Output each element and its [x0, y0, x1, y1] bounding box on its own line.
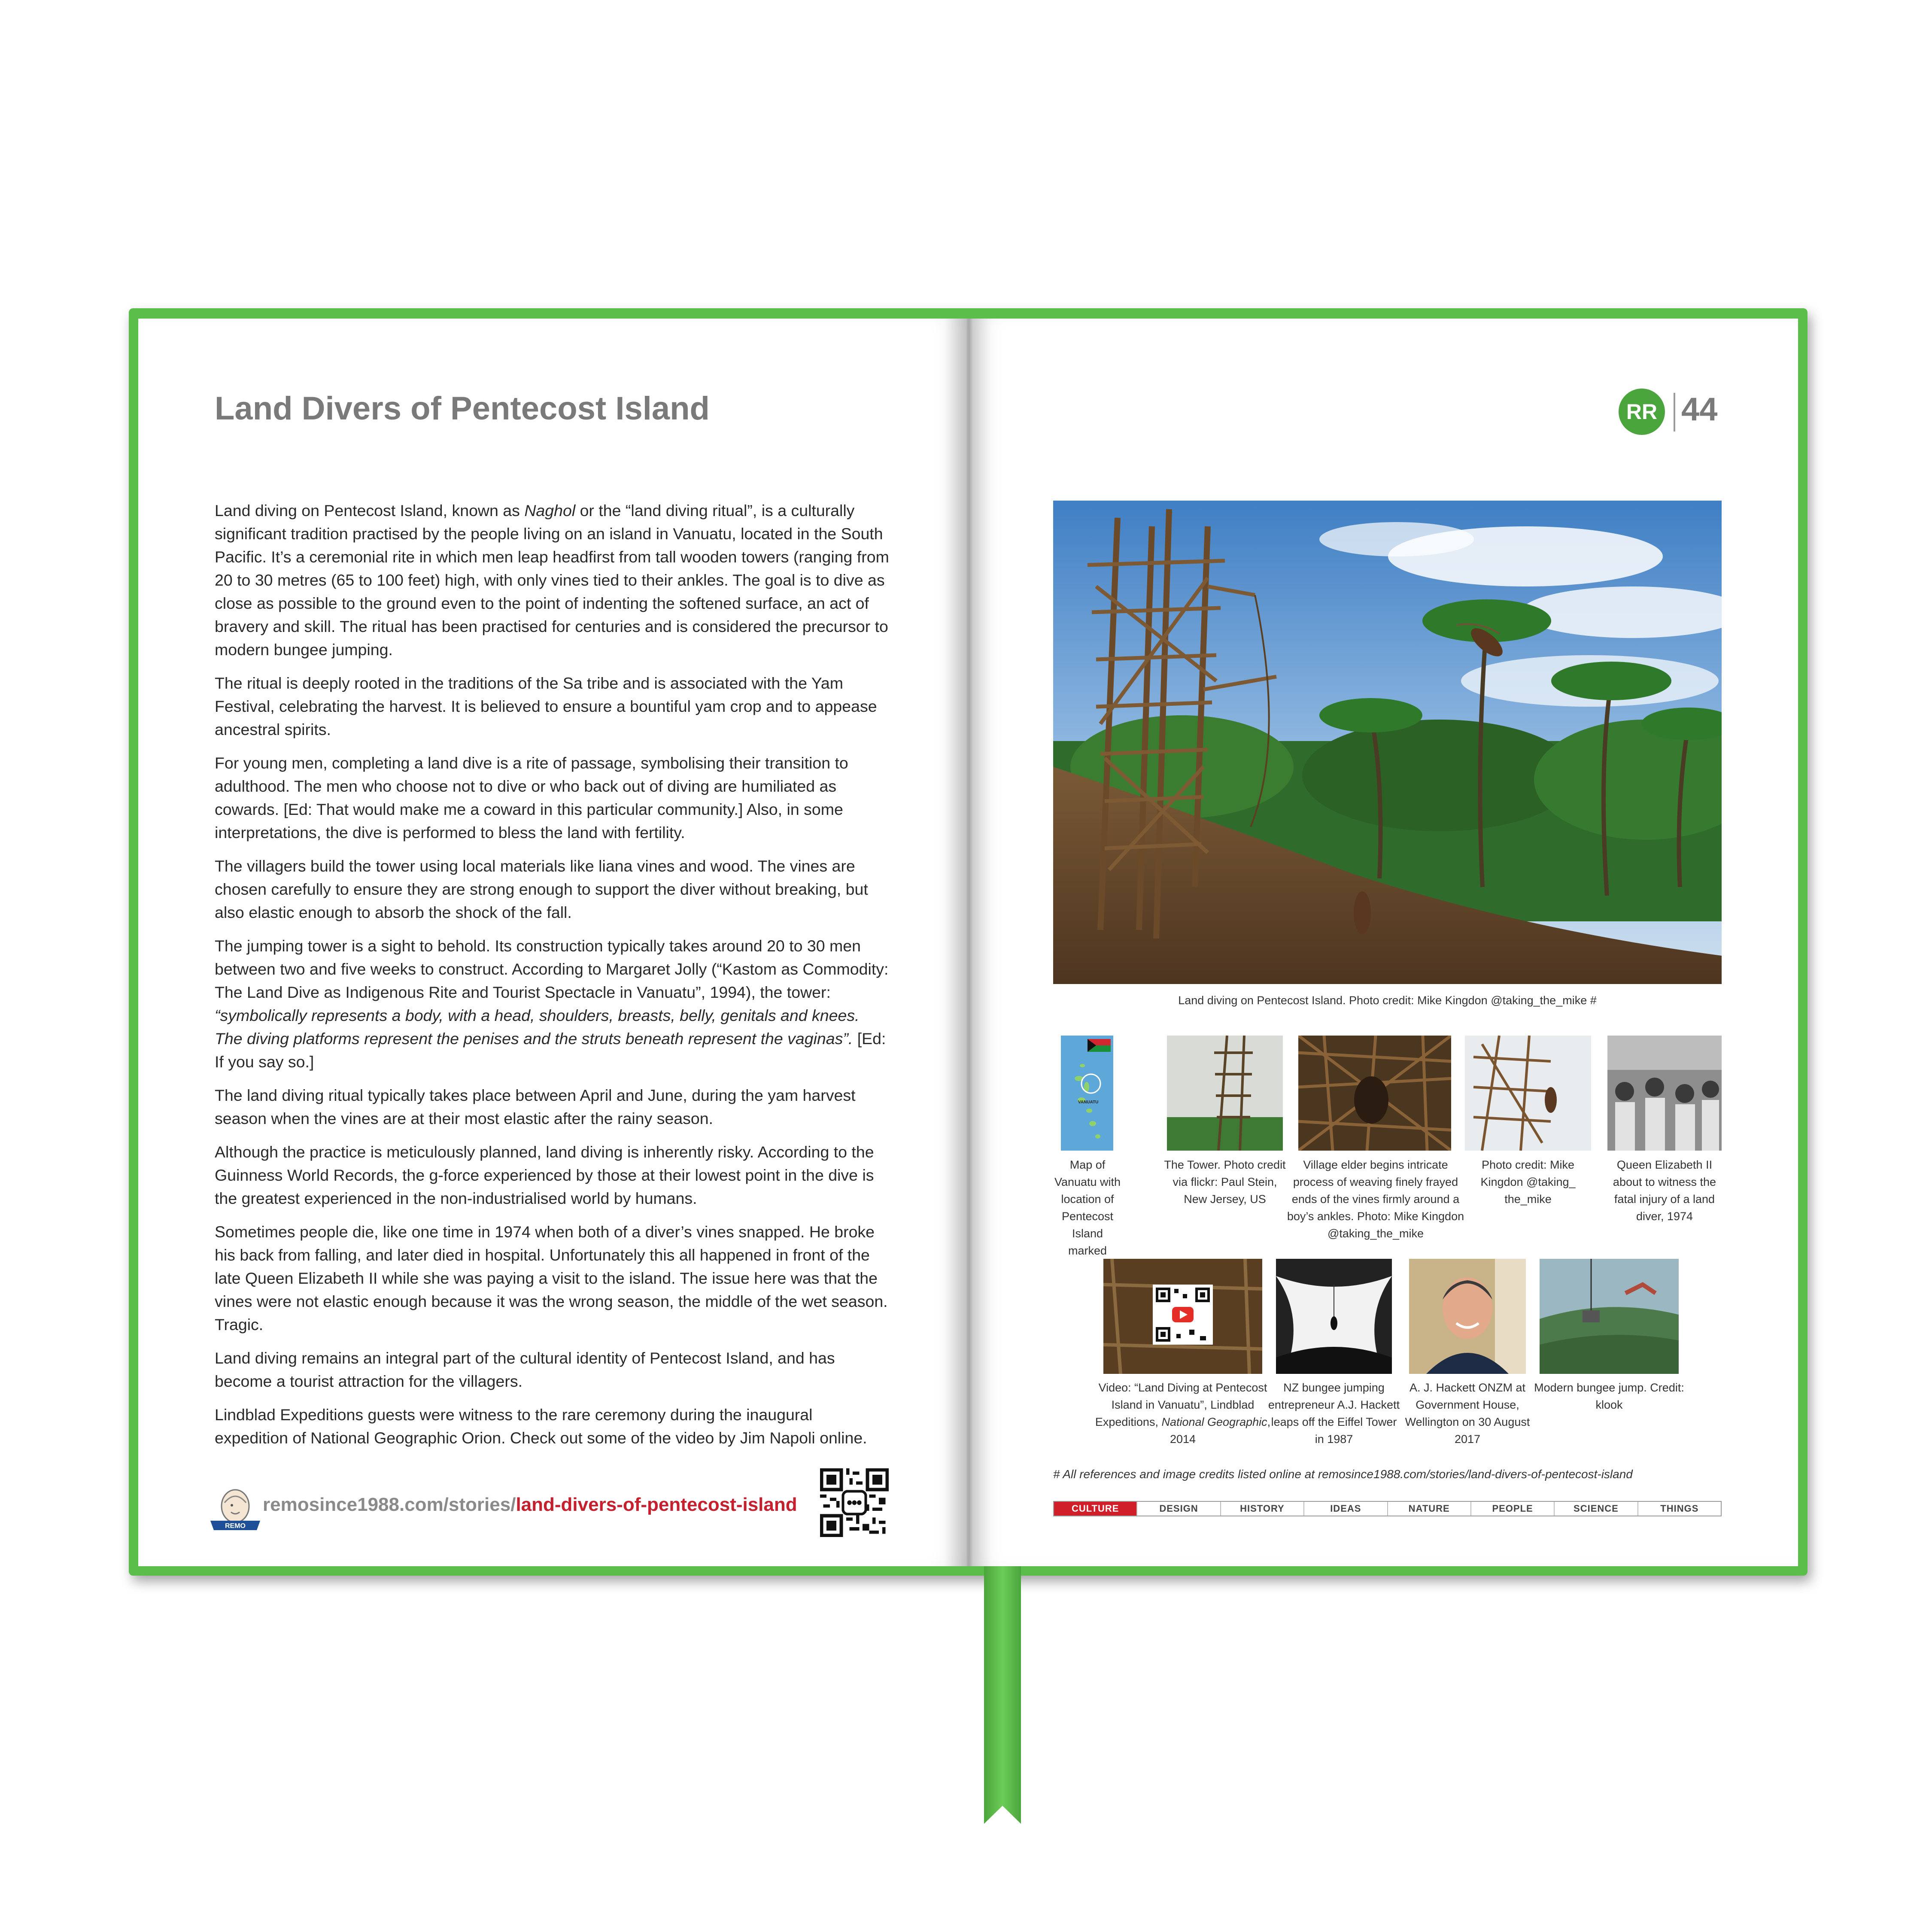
category-nature[interactable]: NATURE	[1388, 1502, 1471, 1516]
category-science[interactable]: SCIENCE	[1555, 1502, 1638, 1516]
article-body	[215, 499, 890, 1460]
main-photo-land-diving	[1053, 501, 1722, 984]
paragraph: Although the practice is meticulously planned, land diving is inherently risky. According to the Guinness World Records, the g-force experienced by those at their lowest point in the dive is the greatest experienced in the non-industrialised world by humans.	[215, 1143, 874, 1207]
paragraph: The jumping tower is a sight to behold. Its construction typically takes around 20 to 30 men between two and five weeks to construct. According to Margaret Jolly (“Kastom as Commodity: The Land Dive as Indigenous Rite and Tourist Spectacle in Vanuatu”, 1994), the tower: “symbolically represents a body, with a head, shoulders, breasts, belly, genitals and knees. The diving platforms represent the penises and the struts beneath represent the vaginas”. [Ed: If you say so.]	[215, 937, 889, 1071]
main-photo-caption: Land diving on Pentecost Island. Photo credit: Mike Kingdon @taking_the_mike #	[1178, 994, 1597, 1007]
paragraph: Sometimes people die, like one time in 1974 when both of a diver’s vines snapped. He broke his back from falling, and later died in hospital. Unfortunately this all happened in front of the late Queen Elizabeth II while she was paying a visit to the island. The issue here was that the vines were not elastic enough because it was the wrong season, the middle of the wet season. Tragic.	[215, 1223, 888, 1334]
category-ideas[interactable]: IDEAS	[1304, 1502, 1388, 1516]
category-history[interactable]: HISTORY	[1221, 1502, 1304, 1516]
category-things[interactable]: THINGS	[1660, 1503, 1699, 1514]
thumb-vanuatu-map	[1061, 1036, 1113, 1151]
page-number: 44	[1681, 391, 1718, 428]
header-divider	[1674, 393, 1675, 431]
thumb-aj-hackett-portrait	[1409, 1259, 1526, 1374]
thumb-caption: Modern bungee jump. Credit: klook	[1534, 1381, 1684, 1411]
thumb-caption: Video: “Land Diving at Pentecost Island in Vanuatu”, Lindblad Expeditions, National Geographic, 2014	[1095, 1381, 1271, 1446]
category-culture[interactable]: CULTURE	[1054, 1502, 1137, 1516]
paragraph: Land diving on Pentecost Island, known as Naghol or the “land diving ritual”, is a culturally significant tradition practised by the people living on an island in Vanuatu, located in the South Pacific. It’s a ceremonial rite in which men leap headfirst from tall wooden towers (ranging from 20 to 30 metres (65 to 100 feet) high, with only vines tied to their ankles. The goal is to dive as close as possible to the ground even to the point of indenting the softened surface, an act of bravery and skill. The ritual has been practised for centuries and is considered the precursor to modern bungee jumping.	[215, 501, 889, 659]
remo-logo-icon	[205, 1485, 265, 1538]
thumb-caption: A. J. Hackett ONZM at Government House, Wellington on 30 August 2017	[1405, 1381, 1530, 1446]
thumb-queen-elizabeth	[1607, 1036, 1722, 1151]
url-base: remosince1988.com/stories/	[263, 1494, 516, 1515]
thumb-caption: The Tower. Photo credit via flickr: Paul Stein, New Jersey, US	[1164, 1158, 1286, 1206]
thumb-caption: Photo credit: Mike Kingdon @taking_ the_mike	[1480, 1158, 1576, 1206]
thumb-modern-bungee	[1540, 1259, 1679, 1374]
thumb-the-tower	[1167, 1036, 1283, 1151]
references-note: # All references and image credits listed online at remosince1988.com/stories/land-divers-of-pentecost-island	[1053, 1467, 1633, 1481]
story-url-link[interactable]	[263, 1494, 797, 1516]
category-design[interactable]: DESIGN	[1137, 1502, 1221, 1516]
paragraph: The ritual is deeply rooted in the traditions of the Sa tribe and is associated with the Yam Festival, celebrating the harvest. It is believed to ensure a bountiful yam crop and to appease ancestral spirits.	[215, 674, 877, 738]
thumb-caption: NZ bungee jumping entrepreneur A.J. Hackett leaps off the Eiffel Tower in 1987	[1268, 1381, 1400, 1446]
thumb-village-elder	[1298, 1036, 1451, 1151]
svg-text:VANUATU: VANUATU	[1078, 1100, 1099, 1105]
qr-code-icon[interactable]	[820, 1468, 889, 1537]
thumb-video-qr[interactable]	[1103, 1259, 1262, 1374]
svg-text:REMO: REMO	[225, 1522, 246, 1530]
url-slug: land-divers-of-pentecost-island	[516, 1494, 797, 1515]
bookmark-ribbon	[984, 1566, 1021, 1824]
thumb-tower-diver	[1465, 1036, 1591, 1151]
paragraph: The villagers build the tower using local materials like liana vines and wood. The vines are chosen carefully to ensure they are strong enough to support the diver without breaking, but also elastic enough to absorb the shock of the fall.	[215, 857, 868, 921]
remo-badge-icon: RR	[1619, 389, 1665, 435]
paragraph: Lindblad Expeditions guests were witness to the rare ceremony during the inaugural expedition of National Geographic Orion. Check out some of the video by Jim Napoli online.	[215, 1406, 867, 1447]
page-title: Land Divers of Pentecost Island	[215, 390, 710, 427]
paragraph: Land diving remains an integral part of the cultural identity of Pentecost Island, and has become a tourist attraction for the villagers.	[215, 1349, 835, 1390]
paragraph: For young men, completing a land dive is a rite of passage, symbolising their transition to adulthood. The men who choose not to dive or who back out of diving are humiliated as cowards. [Ed: That would make me a coward in this particular community.] Also, in some interpretations, the dive is performed to bless the land with fertility.	[215, 754, 848, 841]
book-gutter	[945, 319, 992, 1566]
thumb-caption: Queen Elizabeth II about to witness the fatal injury of a land diver, 1974	[1613, 1158, 1716, 1223]
thumb-caption: Map of Vanuatu with location of Pentecost Island marked	[1054, 1158, 1121, 1257]
category-bar	[1053, 1501, 1722, 1516]
thumb-eiffel-tower-jump	[1276, 1259, 1392, 1374]
paragraph: The land diving ritual typically takes place between April and June, during the yam harvest season when the vines are at their most elastic after the rainy season.	[215, 1086, 856, 1127]
category-people[interactable]: PEOPLE	[1471, 1502, 1555, 1516]
thumb-caption: Village elder begins intricate process of weaving finely frayed ends of the vines firmly around a boy’s ankles. Photo: Mike Kingdon @taking_the_mike	[1287, 1158, 1464, 1240]
